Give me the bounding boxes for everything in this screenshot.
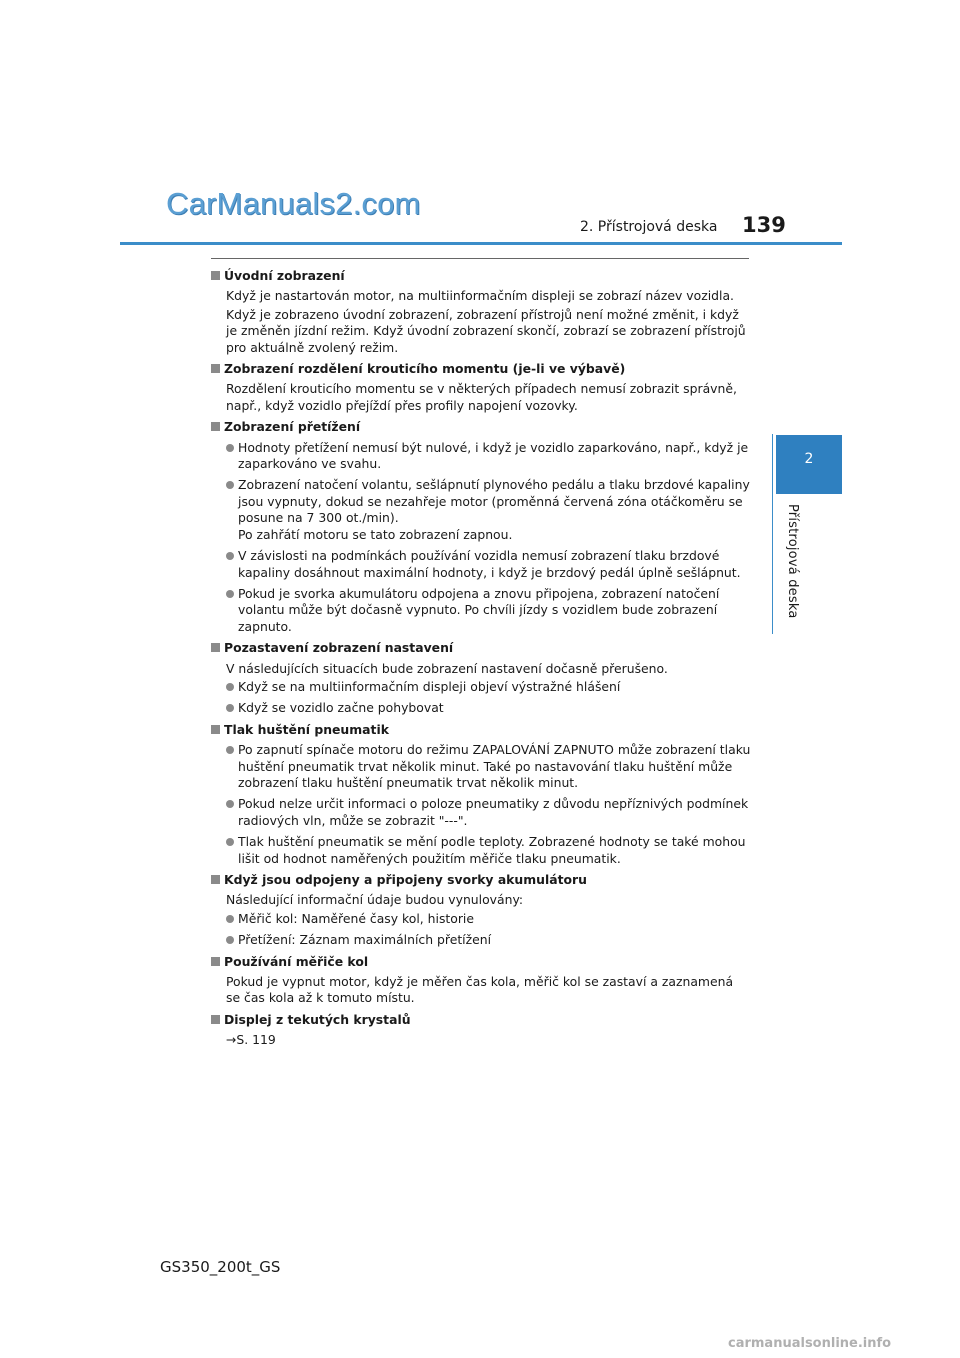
list-item-text: Když se na multiinformačním displeji objeví výstražné hlášení <box>238 678 621 694</box>
section-heading-text: Tlak huštění pneumatik <box>224 721 389 737</box>
section-heading-text: Když jsou odpojeny a připojeny svorky akumulátoru <box>224 872 587 887</box>
list-item <box>211 911 751 927</box>
square-bullet-icon <box>211 422 220 431</box>
square-bullet-icon <box>211 271 220 280</box>
round-bullet-icon <box>226 552 234 560</box>
list-item <box>211 834 751 867</box>
section <box>211 1012 751 1049</box>
square-bullet-icon <box>211 957 220 966</box>
list-item <box>211 679 751 695</box>
list-item-text: Když se vozidlo začne pohybovat <box>238 700 444 716</box>
list-item-text: V závislosti na podmínkách používání vozidla nemusí zobrazení tlaku brzdové kapaliny dosáhnout maximální hodnoty, i když je brzdový pedál úplně sešlápnut. <box>238 548 741 580</box>
section <box>211 954 751 1007</box>
chapter-tab: 2 <box>776 435 842 494</box>
list-item-text: Zobrazení natočení volantu, sešlápnutí plynového pedálu a tlaku brzdové kapaliny jsou vypnuty, dokud se nezahřeje motor (proměnná červená zóna otáčkoměru se posune na 7 300 ot./min). Po zahřátí motoru se tato zobrazení zapnou. <box>238 477 750 542</box>
section <box>211 872 751 949</box>
round-bullet-icon <box>226 704 234 712</box>
section <box>211 722 751 867</box>
round-bullet-icon <box>226 936 234 944</box>
section-heading <box>211 954 751 970</box>
list-item <box>211 440 751 473</box>
paragraph: Když je nastartován motor, na multiinformačním displeji se zobrazí název vozidla. <box>226 288 734 304</box>
section-heading <box>211 361 751 377</box>
section-heading <box>211 1012 751 1028</box>
section <box>211 268 751 356</box>
paragraph: V následujících situacích bude zobrazení nastavení dočasně přerušeno. <box>226 660 668 676</box>
list-item-text: Po zapnutí spínače motoru do režimu ZAPALOVÁNÍ ZAPNUTO může zobrazení tlaku huštění pneumatik trvat několik minut. Také po nastavování tlaku huštění může zobrazení tlaku huštění pneumatik trvat několik minut. <box>238 742 751 790</box>
section-heading-text: Zobrazení rozdělení krouticího momentu (je-li ve výbavě) <box>224 361 626 377</box>
content-body <box>211 268 751 1054</box>
square-bullet-icon <box>211 364 220 373</box>
list-item-text: Pokud je svorka akumulátoru odpojena a znovu připojena, zobrazení natočení volantu může být dočasně vypnuto. Po chvíli jízdy s vozidlem bude zobrazení zapnuto. <box>238 585 720 634</box>
round-bullet-icon <box>226 838 234 846</box>
list-item <box>211 700 751 716</box>
section <box>211 419 751 635</box>
section-heading <box>211 268 751 284</box>
page-reference-link[interactable]: →S. 119 <box>226 1032 276 1048</box>
paragraph: Když je zobrazeno úvodní zobrazení, zobrazení přístrojů není možné změnit, i když je změněn jízdní režim. Když úvodní zobrazení skončí, zobrazí se zobrazení přístrojů pro aktuálně zvolený režim. <box>226 306 746 355</box>
square-bullet-icon <box>211 1015 220 1024</box>
list-item <box>211 548 751 581</box>
paragraph: Rozdělení krouticího momentu se v některých případech nemusí zobrazit správně, např., když vozidlo přejíždí přes profily napojení vozovky. <box>226 381 737 413</box>
section <box>211 361 751 414</box>
watermark-bottom: carmanualsonline.info <box>728 1336 892 1351</box>
section <box>211 640 751 717</box>
list-item <box>211 796 751 829</box>
square-bullet-icon <box>211 643 220 652</box>
list-item-text: Tlak huštění pneumatik se mění podle teploty. Zobrazené hodnoty se také mohou lišit od hodnot naměřených použitím měřiče tlaku pneumatik. <box>238 834 746 866</box>
header-section-title: 2. Přístrojová deska <box>580 219 718 235</box>
list-item-text: Měřič kol: Naměřené časy kol, historie <box>238 910 475 926</box>
side-tab-rule <box>772 434 773 634</box>
square-bullet-icon <box>211 875 220 884</box>
round-bullet-icon <box>226 481 234 489</box>
section-heading-text: Pozastavení zobrazení nastavení <box>224 640 454 656</box>
round-bullet-icon <box>226 590 234 598</box>
page-number: 139 <box>742 213 786 237</box>
list-item <box>211 932 751 948</box>
chapter-label: Přístrojová deska <box>785 504 800 619</box>
section-heading <box>211 640 751 656</box>
footer-model-code: GS350_200t_GS <box>160 1258 281 1276</box>
list-item-text: Hodnoty přetížení nemusí být nulové, i když je vozidlo zaparkováno, např., když je zaparkováno ve svahu. <box>238 439 749 472</box>
list-item <box>211 477 751 543</box>
square-bullet-icon <box>211 725 220 734</box>
list-item <box>211 742 751 791</box>
section-heading <box>211 872 751 888</box>
header-rule <box>120 242 842 245</box>
round-bullet-icon <box>226 800 234 808</box>
paragraph: Pokud je vypnut motor, když je měřen čas kola, měřič kol se zastaví a zaznamená se čas kola až k tomuto místu. <box>226 974 734 1006</box>
section-heading-text: Úvodní zobrazení <box>224 268 345 283</box>
section-heading <box>211 419 751 435</box>
round-bullet-icon <box>226 915 234 923</box>
list-item-text: Přetížení: Záznam maximálních přetížení <box>238 932 492 948</box>
content-top-rule <box>211 258 749 259</box>
list-item-text: Pokud nelze určit informaci o poloze pneumatiky z důvodu nepříznivých podmínek radiových vln, může se zobrazit "---". <box>238 796 749 828</box>
section-heading <box>211 722 751 738</box>
round-bullet-icon <box>226 444 234 452</box>
round-bullet-icon <box>226 746 234 754</box>
section-heading-text: Displej z tekutých krystalů <box>224 1011 411 1027</box>
list-item <box>211 586 751 635</box>
watermark-logo: CarManuals2.com <box>166 186 421 221</box>
section-heading-text: Zobrazení přetížení <box>224 419 361 435</box>
round-bullet-icon <box>226 683 234 691</box>
section-heading-text: Používání měřiče kol <box>224 953 369 969</box>
paragraph: Následující informační údaje budou vynulovány: <box>226 892 524 908</box>
